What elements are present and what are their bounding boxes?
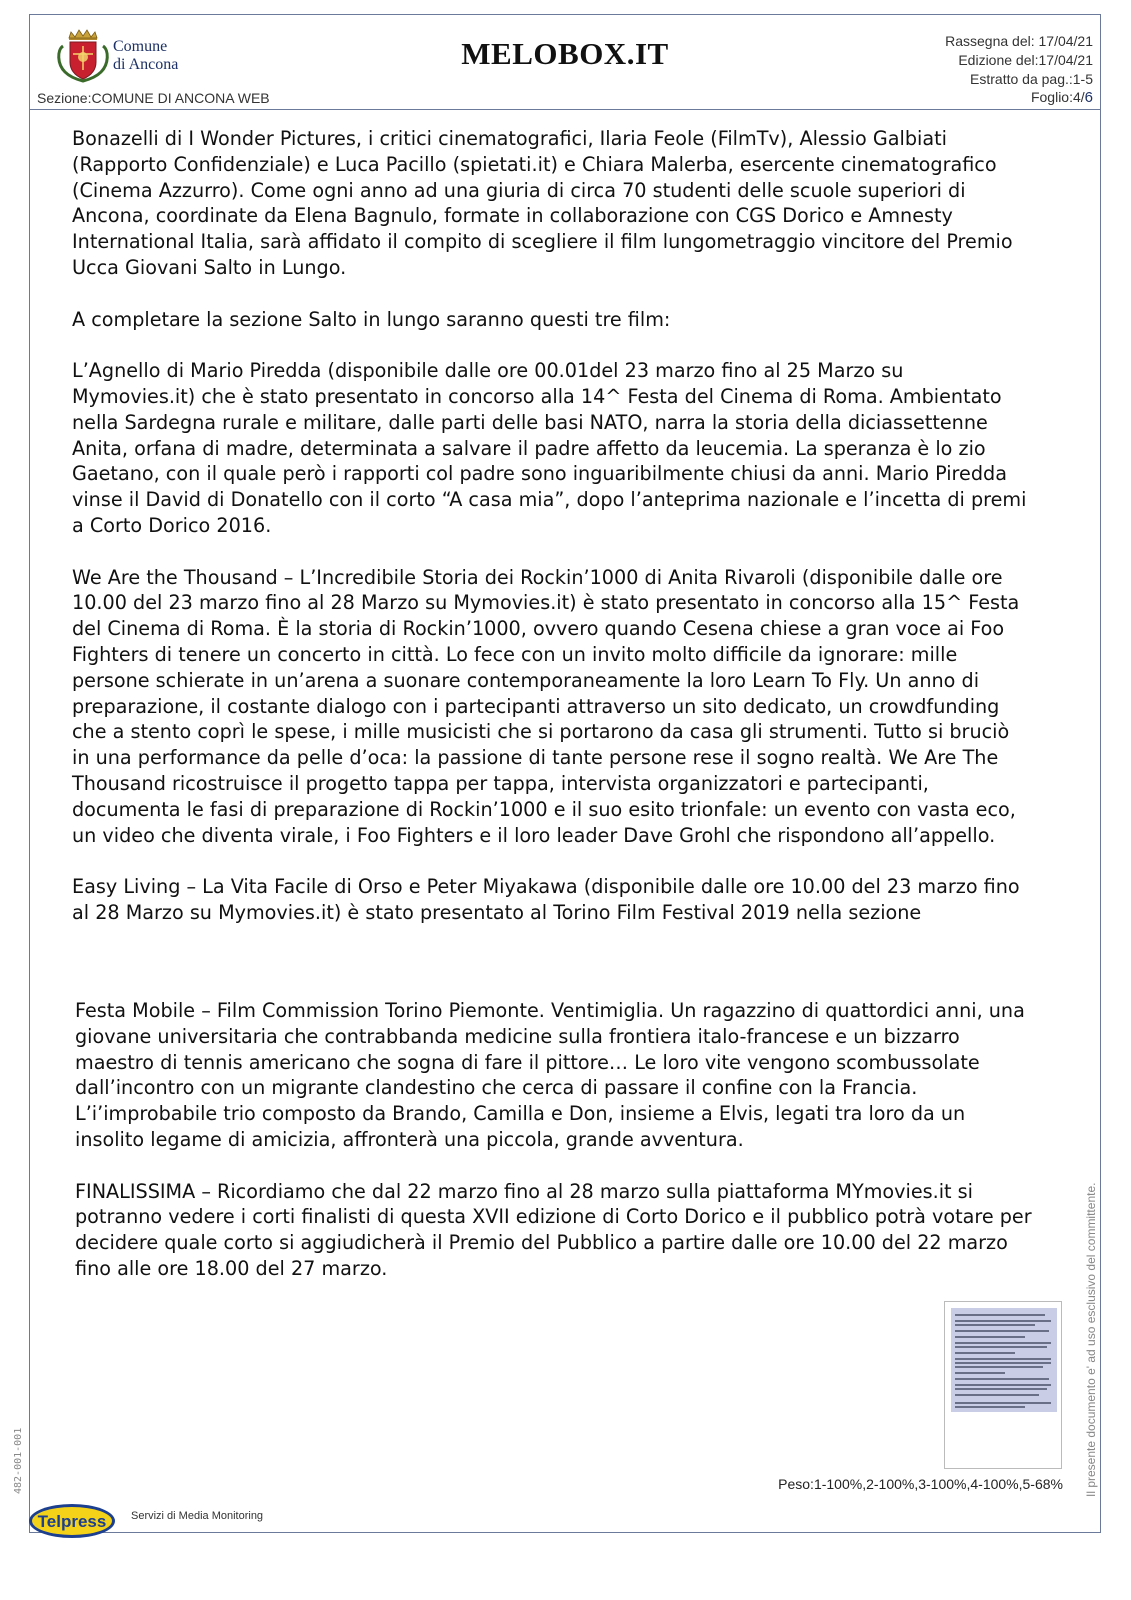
page-title: MELOBOX.IT — [461, 36, 669, 71]
article-body-continued — [75, 998, 1035, 1308]
edizione-date: Edizione del:17/04/21 — [958, 52, 1093, 68]
article-paragraph: Festa Mobile – Film Commission Torino Piemonte. Ventimiglia. Un ragazzino di quattordici anni, una giovane universitaria che contrabbanda medicine sulla frontiera italo-francese e un bizzarro maestro di tennis americano che sogna di fare il pittore… Le loro vite vengono scombussolate dall’incontro con un migrante clandestino che cerca di passare il confine con la Francia. L’i’improbabile trio composto da Brando, Camilla e Don, insieme a Elvis, legati tra loro da un insolito legame di amicizia, affronterà una piccola, grande avventura. — [75, 999, 1025, 1151]
thumbnail-preview — [951, 1308, 1057, 1412]
article-body — [72, 126, 1032, 952]
telpress-logo-icon — [28, 1501, 118, 1541]
logo-line-1: Comune — [113, 38, 168, 55]
rassegna-date: Rassegna del: 17/04/21 — [945, 33, 1093, 49]
article-paragraph: We Are the Thousand – L’Incredibile Storia dei Rockin’1000 di Anita Rivaroli (disponibile dalle ore 10.00 del 23 marzo fino al 28 Marzo su Mymovies.it) è stato presentato in concorso alla 15^ Festa del Cinema di Roma. È la storia di Rockin’1000, ovvero quando Cesena chiese a gran voce ai Foo Fighters di tenere un concerto in città. Lo fece con un invito molto difficile da ignorare: mille persone schierate in un’arena a suonare contemporaneamente la loro Learn To Fly. Un anno di preparazione, il costante dialogo con i partecipanti attraverso un sito dedicato, un crowdfunding che a stento coprì le spese, i mille musicisti che si portarono da casa gli strumenti. Tutto si bruciò in una performance da pelle d’oca: la passione di tante persone rese il sogno realtà. We Are The Thousand ricostruisce il progetto tappa per tappa, intervista organizzatori e partecipanti, documenta le fasi di preparazione di Rockin’1000 e il suo esito trionfale: un evento con vasta eco, un video che diventa virale, i Foo Fighters e il loro leader Dave Grohl che rispondono all’appello. — [72, 565, 1020, 847]
logo-line-2: di Ancona — [113, 56, 179, 73]
foglio-label — [1031, 89, 1093, 106]
article-paragraph: L’Agnello di Mario Piredda (disponibile dalle ore 00.01del 23 marzo fino al 25 Marzo su Mymovies.it) che è stato presentato in concorso alla 14^ Festa del Cinema di Roma. Ambientato nella Sardegna rurale e militare, dalle parti delle basi NATO, narra la storia della diciassettenne Anita, orfana di madre, determinata a salvare il padre affetto da leucemia. La speranza è lo zio Gaetano, con il quale però i rapporti col padre sono inguaribilmente chiusi da anni. Mario Piredda vinse il David di Donatello con il corto “A casa mia”, dopo l’anteprima nazionale e l’incetta di premi a Corto Dorico 2016. — [72, 359, 1027, 537]
article-paragraph: Bonazelli di I Wonder Pictures, i critici cinematografici, Ilaria Feole (FilmTv), Alessio Galbiati (Rapporto Confidenziale) e Luca Pacillo (spietati.it) e Chiara Malerba, esercente cinematografico (Cinema Azzurro). Come ogni anno ad una giuria di circa 70 studenti delle scuole superiori di Ancona, coordinate da Elena Bagnulo, formate in collaborazione con CGS Dorico e Amnesty International Italia, sarà affidato il compito di scegliere il film lungometraggio vincitore del Premio Ucca Giovani Salto in Lungo. — [72, 127, 1013, 279]
article-paragraph: Easy Living – La Vita Facile di Orso e Peter Miyakawa (disponibile dalle ore 10.00 del 23 marzo fino al 28 Marzo su Mymovies.it) è stato presentato al Torino Film Festival 2019 nella sezione — [72, 875, 1020, 924]
document-code: 482-001-001 — [13, 1427, 24, 1494]
sezione-label: Sezione:COMUNE DI ANCONA WEB — [37, 90, 270, 106]
telpress-logo-text: Telpress — [37, 1512, 107, 1531]
foglio-current: Foglio:4/ — [1030, 89, 1085, 105]
disclaimer-note: Il presente documento e' ad uso esclusivo del committente. — [1084, 1182, 1098, 1497]
page-header — [29, 14, 1101, 110]
footer-services: Servizi di Media Monitoring — [131, 1510, 264, 1522]
peso-label: Peso:1-100%,2-100%,3-100%,4-100%,5-68% — [778, 1476, 1063, 1492]
foglio-total: 6 — [1084, 89, 1093, 106]
article-paragraph: FINALISSIMA – Ricordiamo che dal 22 marzo fino al 28 marzo sulla piattaforma MYmovies.it si potranno vedere i corti finalisti di questa XVII edizione di Corto Dorico e il pubblico potrà votare per decidere quale corto si aggiudicherà il Premio del Pubblico a partire dalle ore 10.00 del 22 marzo fino alle ore 18.00 del 27 marzo. — [75, 1179, 1032, 1280]
page-thumbnail — [944, 1301, 1062, 1469]
press-meta — [945, 32, 1093, 89]
article-paragraph: A completare la sezione Salto in lungo saranno questi tre film: — [72, 307, 671, 331]
estratto-pages: Estratto da pag.:1-5 — [970, 71, 1093, 87]
